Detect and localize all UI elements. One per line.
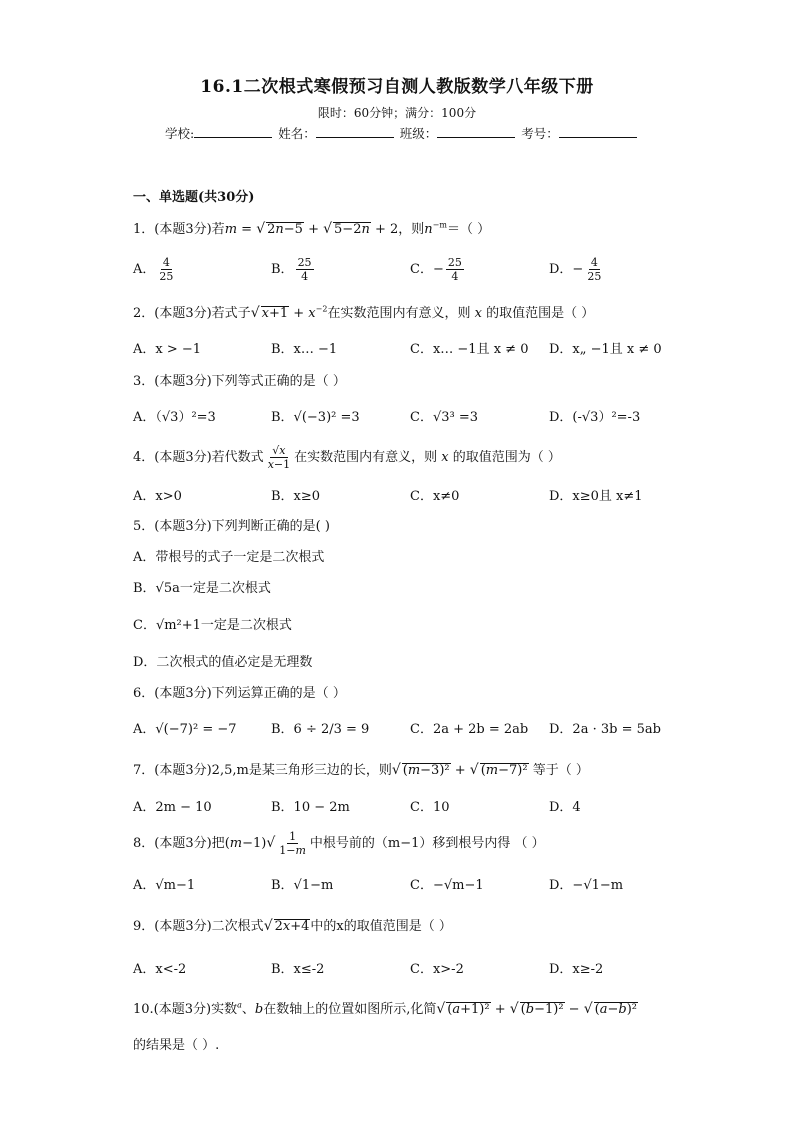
student-info-row <box>165 124 639 142</box>
q9-option-b[interactable]: B．x≤-2 <box>271 962 325 977</box>
q5-option-b[interactable]: B．√5a一定是二次根式 <box>133 581 271 596</box>
q2-option-c[interactable]: C．x… −1且 x ≠ 0 <box>410 342 529 357</box>
q6-option-b[interactable]: B．6 ÷ 2/3 = 9 <box>271 722 370 737</box>
question-8: 8．(本题3分)把(m−1)√ $\frac{1}{1-m}$ 中根号前的（m−1）移到根号内得 （ ） <box>133 830 545 857</box>
q4-option-a[interactable]: A．x>0 <box>133 489 182 504</box>
q1-option-a[interactable]: A． $\frac{4}{25}$ <box>133 256 174 283</box>
class-blank[interactable] <box>437 125 515 138</box>
school-blank[interactable] <box>194 125 272 138</box>
q3-option-d[interactable]: D．(-√3）²=-3 <box>549 410 641 425</box>
q8-option-c[interactable]: C．−√m−1 <box>410 878 484 893</box>
q2-option-a[interactable]: A．x > −1 <box>133 342 202 357</box>
class-label: 班级： <box>399 126 438 141</box>
q7-option-a[interactable]: A．2m − 10 <box>133 800 212 815</box>
question-5: 5．(本题3分)下列判断正确的是( ) <box>133 519 330 534</box>
q4-option-c[interactable]: C．x≠0 <box>410 489 460 504</box>
q5-option-c[interactable]: C．√m²+1一定是二次根式 <box>133 618 292 633</box>
q7-option-d[interactable]: D．4 <box>549 800 581 815</box>
question-1: 1．(本题3分)若m = √ 2n−5 + √ 5−2n + 2，则$n^{-m}=$（ ） <box>133 220 491 237</box>
q3-option-a[interactable]: A．（√3）²=3 <box>133 410 216 425</box>
question-9: 9．(本题3分)二次根式√ 2x+4中的x的取值范围是（ ） <box>133 918 452 934</box>
q7-option-c[interactable]: C．10 <box>410 800 450 815</box>
q8-option-a[interactable]: A．√m−1 <box>133 878 196 893</box>
id-label: 考号： <box>521 126 559 141</box>
q5-option-d[interactable]: D．二次根式的值必定是无理数 <box>133 655 313 670</box>
school-label: 学校: <box>165 126 195 141</box>
q8-option-d[interactable]: D．−√1−m <box>549 878 624 893</box>
q3-option-c[interactable]: C．√3³ =3 <box>410 410 479 425</box>
q6-option-d[interactable]: D．2a · 3b = 5ab <box>549 722 661 737</box>
question-4: 4．(本题3分)若代数式 $\frac{√x}{x-1}$ 在实数范围内有意义，则 x 的取值范围为（ ） <box>133 444 561 471</box>
q2-option-b[interactable]: B．x… −1 <box>271 342 338 357</box>
q1-option-d[interactable]: D．− $\frac{4}{25}$ <box>549 256 602 283</box>
question-6: 6．(本题3分)下列运算正确的是（ ） <box>133 686 346 701</box>
q4-option-b[interactable]: B．x≥0 <box>271 489 321 504</box>
q4-option-d[interactable]: D．x≥0且 x≠1 <box>549 489 643 504</box>
q7-option-b[interactable]: B．10 − 2m <box>271 800 350 815</box>
question-10-line2: 的结果是（ ）. <box>133 1038 220 1053</box>
q9-option-a[interactable]: A．x<-2 <box>133 962 187 977</box>
question-10: 10.(本题3分)实数$^a$、b在数轴上的位置如图所示,化简√ (a+1)² + √ (b−1)² − √ (a−b)² <box>133 1000 637 1017</box>
page-title: 16.1二次根式寒假预习自测人教版数学八年级下册 <box>200 77 594 97</box>
question-7: 7．(本题3分)2,5,m是某三角形三边的长，则√ (m−3)² + √ (m−7)² 等于（ ） <box>133 762 589 778</box>
q6-option-a[interactable]: A．√(−7)² = −7 <box>133 722 237 737</box>
exam-limits: 限时：60分钟；满分：100分 <box>317 106 477 120</box>
q9-option-d[interactable]: D．x≥-2 <box>549 962 604 977</box>
q5-option-a[interactable]: A．带根号的式子一定是二次根式 <box>133 550 325 565</box>
q1-option-b[interactable]: B． $\frac{25}{4}$ <box>271 256 312 283</box>
question-2: 2．(本题3分)若式子√ $x+1 + x^{-2}$在实数范围内有意义，则 x 的取值范围是（ ） <box>133 304 595 321</box>
q3-option-b[interactable]: B．√(−3)² =3 <box>271 410 360 425</box>
q2-option-d[interactable]: D．x„ −1且 x ≠ 0 <box>549 342 662 357</box>
q1-option-c[interactable]: C．− $\frac{25}{4}$ <box>410 256 462 283</box>
id-blank[interactable] <box>559 125 637 138</box>
name-label: 姓名： <box>278 126 316 141</box>
q8-option-b[interactable]: B．√1−m <box>271 878 334 893</box>
q6-option-c[interactable]: C．2a + 2b = 2ab <box>410 722 529 737</box>
question-3: 3．(本题3分)下列等式正确的是（ ） <box>133 374 346 389</box>
q9-option-c[interactable]: C．x>-2 <box>410 962 464 977</box>
section-heading: 一、单选题(共30分) <box>133 190 255 205</box>
name-blank[interactable] <box>316 125 394 138</box>
